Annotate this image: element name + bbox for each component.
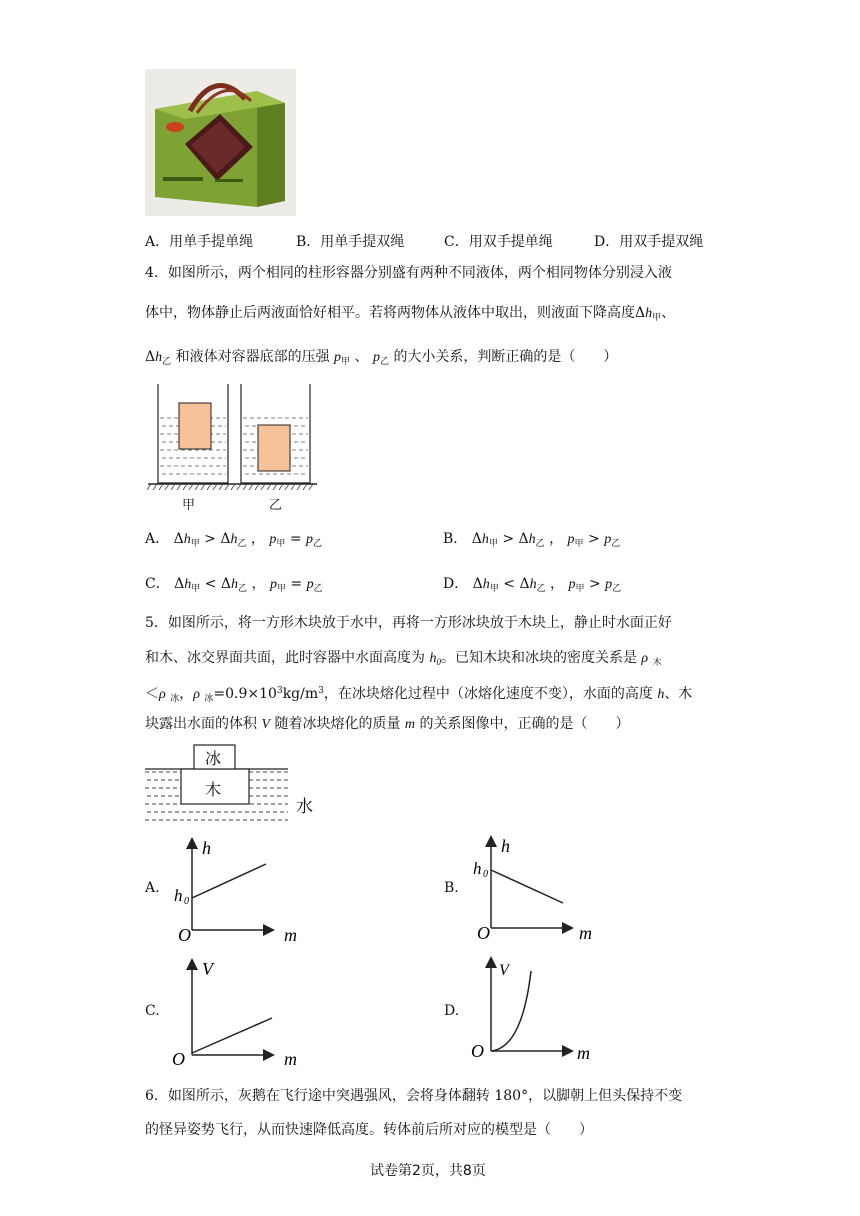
svg-text:O: O: [178, 925, 191, 944]
q3-option-d: D．用双手提双绳: [594, 234, 704, 250]
q5-label-wood: 木: [205, 780, 222, 799]
q5-graph-c: [168, 955, 308, 1065]
q5-stem-line4: 块露出水面的体积 V 随着冰块熔化的质量 m 的关系图像中，正确的是（ ）: [145, 716, 630, 732]
q5-stem-line3: ＜ρ $_冰$，ρ $_冰=0.9\times 10^3kg/m^3$，在冰块熔化过程中（冰熔化速度不变），水面的高度 h、木: [145, 686, 693, 704]
q5-stem-line2: 和木、冰交界面共面，此时容器中水面高度为 $h_0$。已知木块和冰块的密度关系是 ρ $_木$: [145, 650, 662, 668]
q4-stem-line1: 4．如图所示，两个相同的柱形容器分别盛有两种不同液体，两个相同物体分别浸入液: [145, 265, 672, 281]
svg-text:h: h: [473, 859, 482, 878]
svg-text:O: O: [172, 1049, 185, 1065]
q4-stem-line3: $\Delta h_乙$ 和液体对容器底部的压强 $p_甲$ 、 $p_乙$ 的大小关系，判断正确的是（ ）: [145, 349, 618, 367]
q4-option-d: D． $\Delta h_甲 < \Delta h_乙$ ， $p_甲 > p_乙$: [443, 576, 622, 594]
q6-stem-line1: 6．如图所示，灰鹅在飞行途中突遇强风，会将身体翻转 180°，以脚朝上但头保持不变: [145, 1088, 683, 1104]
q3-option-a: A．用单手提单绳: [145, 234, 254, 250]
q4-label-jia: 甲: [182, 498, 196, 513]
q4-option-c: C． $\Delta h_甲 < \Delta h_乙$ ， $p_甲 = p_乙$: [145, 576, 323, 594]
q5-ice-wood-diagram: [143, 742, 333, 832]
svg-text:m: m: [579, 923, 592, 942]
q4-label-yi: 乙: [269, 498, 283, 513]
svg-text:V: V: [202, 959, 213, 979]
svg-text:O: O: [477, 923, 490, 942]
gift-box-photo: [145, 69, 296, 216]
svg-text:0: 0: [184, 896, 189, 907]
q3-option-c: C．用双手提单绳: [444, 234, 553, 250]
q6-stem-line2: 的怪异姿势飞行，从而快速降低高度。转体前后所对应的模型是（ ）: [145, 1122, 593, 1138]
q4-option-a: A． $\Delta h_甲 > \Delta h_乙$ ， $p_甲 = p_乙$: [145, 531, 323, 549]
q4-option-b: B． $\Delta h_甲 > \Delta h_乙$ ， $p_甲 > p_乙$: [443, 531, 621, 549]
svg-text:h: h: [174, 886, 183, 905]
svg-text:m: m: [284, 925, 297, 944]
q4-containers-figure: [145, 382, 320, 512]
svg-text:m: m: [577, 1043, 590, 1063]
q5-graph-d: [467, 953, 607, 1063]
q5-graph-option-c-letter: C.: [145, 1003, 160, 1019]
q5-graph-option-d-letter: D.: [444, 1003, 460, 1019]
svg-text:O: O: [471, 1041, 484, 1061]
q5-graph-b: [467, 832, 607, 942]
svg-text:h: h: [202, 838, 211, 858]
q3-option-b: B．用单手提双绳: [296, 234, 405, 250]
q5-graph-option-a-letter: A.: [145, 880, 160, 896]
q5-graph-option-b-letter: B.: [444, 880, 459, 896]
page-footer: 试卷第2页，共8页: [370, 1163, 486, 1179]
svg-text:m: m: [284, 1049, 297, 1065]
q4-stem-line2: 体中，物体静止后两液面恰好相平。若将两物体从液体中取出，则液面下降高度$\Delta h_甲$、: [145, 305, 676, 323]
q5-graph-a: [168, 834, 308, 944]
q5-label-ice: 冰: [205, 749, 222, 768]
svg-text:V: V: [499, 962, 509, 979]
q5-stem-line1: 5．如图所示，将一方形木块放于水中，再将一方形冰块放于木块上，静止时水面正好: [145, 615, 672, 631]
q5-label-water: 水: [296, 797, 313, 817]
svg-text:h: h: [501, 836, 510, 856]
svg-text:0: 0: [483, 869, 488, 880]
